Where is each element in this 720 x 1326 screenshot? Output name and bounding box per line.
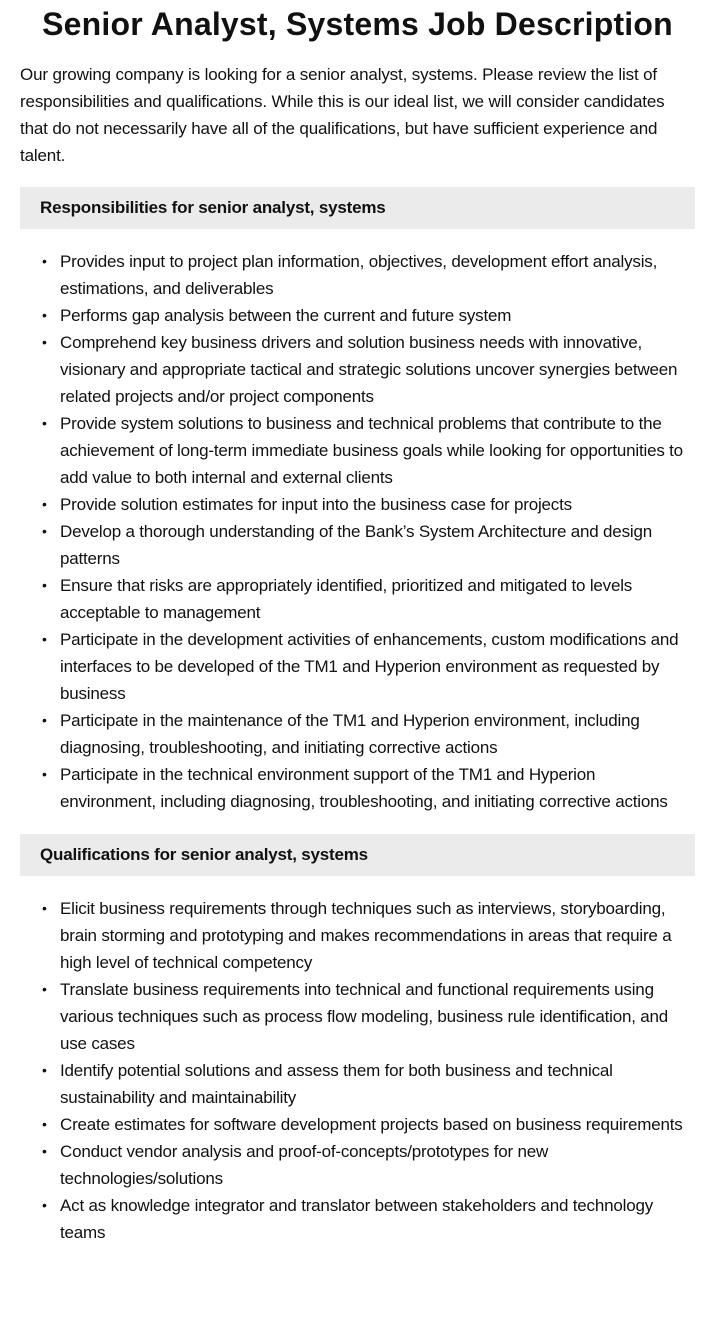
list-item-text: Create estimates for software development projects based on business requirements bbox=[60, 1115, 683, 1134]
list-item bbox=[42, 761, 695, 815]
responsibilities-list bbox=[20, 248, 695, 815]
list-item bbox=[42, 572, 695, 626]
bullet-icon: • bbox=[42, 253, 47, 269]
list-item bbox=[42, 1057, 695, 1111]
list-item-text: Performs gap analysis between the current and future system bbox=[60, 306, 512, 325]
bullet-icon: • bbox=[42, 523, 47, 539]
list-item bbox=[42, 410, 695, 491]
responsibilities-heading: Responsibilities for senior analyst, systems bbox=[20, 187, 695, 229]
list-item bbox=[42, 707, 695, 761]
list-item-text: Elicit business requirements through techniques such as interviews, storyboarding, brain storming and prototyping and makes recommendations in areas that require a high level of technical competency bbox=[60, 899, 672, 972]
list-item bbox=[42, 1192, 695, 1246]
list-item bbox=[42, 518, 695, 572]
list-item-text: Develop a thorough understanding of the Bank’s System Architecture and design patterns bbox=[60, 522, 652, 568]
qualifications-heading: Qualifications for senior analyst, systems bbox=[20, 834, 695, 876]
list-item-text: Participate in the maintenance of the TM1 and Hyperion environment, including diagnosing, troubleshooting, and initiating corrective actions bbox=[60, 711, 640, 757]
list-item-text: Identify potential solutions and assess them for both business and technical sustainability and maintainability bbox=[60, 1061, 613, 1107]
bullet-icon: • bbox=[42, 496, 47, 512]
bullet-icon: • bbox=[42, 1143, 47, 1159]
bullet-icon: • bbox=[42, 1116, 47, 1132]
list-item-text: Participate in the technical environment support of the TM1 and Hyperion environment, including diagnosing, troubleshooting, and initiating corrective actions bbox=[60, 765, 668, 811]
list-item bbox=[42, 1111, 695, 1138]
bullet-icon: • bbox=[42, 577, 47, 593]
list-item-text: Participate in the development activities of enhancements, custom modifications and interfaces to be developed of the TM1 and Hyperion environment as requested by business bbox=[60, 630, 679, 703]
list-item-text: Translate business requirements into technical and functional requirements using various techniques such as process flow modeling, business rule identification, and use cases bbox=[60, 980, 669, 1053]
list-item bbox=[42, 1138, 695, 1192]
bullet-icon: • bbox=[42, 631, 47, 647]
bullet-icon: • bbox=[42, 307, 47, 323]
bullet-icon: • bbox=[42, 712, 47, 728]
list-item bbox=[42, 329, 695, 410]
bullet-icon: • bbox=[42, 1062, 47, 1078]
bullet-icon: • bbox=[42, 981, 47, 997]
bullet-icon: • bbox=[42, 415, 47, 431]
list-item bbox=[42, 302, 695, 329]
list-item-text: Ensure that risks are appropriately identified, prioritized and mitigated to levels acceptable to management bbox=[60, 576, 633, 622]
intro-paragraph: Our growing company is looking for a senior analyst, systems. Please review the list of responsibilities and qualifications. While this is our ideal list, we will consider candidates that do not necessarily have all of the qualifications, but have sufficient experience and talent. bbox=[20, 65, 665, 165]
list-item-text: Provide system solutions to business and technical problems that contribute to the achievement of long-term immediate business goals while looking for opportunities to add value to both internal and external clients bbox=[60, 414, 683, 487]
page-title: Senior Analyst, Systems Job Description bbox=[42, 6, 673, 42]
bullet-icon: • bbox=[42, 766, 47, 782]
list-item-text: Conduct vendor analysis and proof-of-concepts/prototypes for new technologies/solutions bbox=[60, 1142, 549, 1188]
list-item bbox=[42, 895, 695, 976]
list-item-text: Provide solution estimates for input into the business case for projects bbox=[60, 495, 572, 514]
list-item bbox=[42, 976, 695, 1057]
list-item-text: Provides input to project plan information, objectives, development effort analysis, estimations, and deliverables bbox=[60, 252, 658, 298]
list-item bbox=[42, 626, 695, 707]
bullet-icon: • bbox=[42, 1197, 47, 1213]
list-item bbox=[42, 248, 695, 302]
list-item bbox=[42, 491, 695, 518]
qualifications-list bbox=[20, 895, 695, 1246]
list-item-text: Comprehend key business drivers and solution business needs with innovative, visionary and appropriate tactical and strategic solutions uncover synergies between related projects and/or project components bbox=[60, 333, 678, 406]
list-item-text: Act as knowledge integrator and translator between stakeholders and technology teams bbox=[60, 1196, 654, 1242]
bullet-icon: • bbox=[42, 900, 47, 916]
bullet-icon: • bbox=[42, 334, 47, 350]
